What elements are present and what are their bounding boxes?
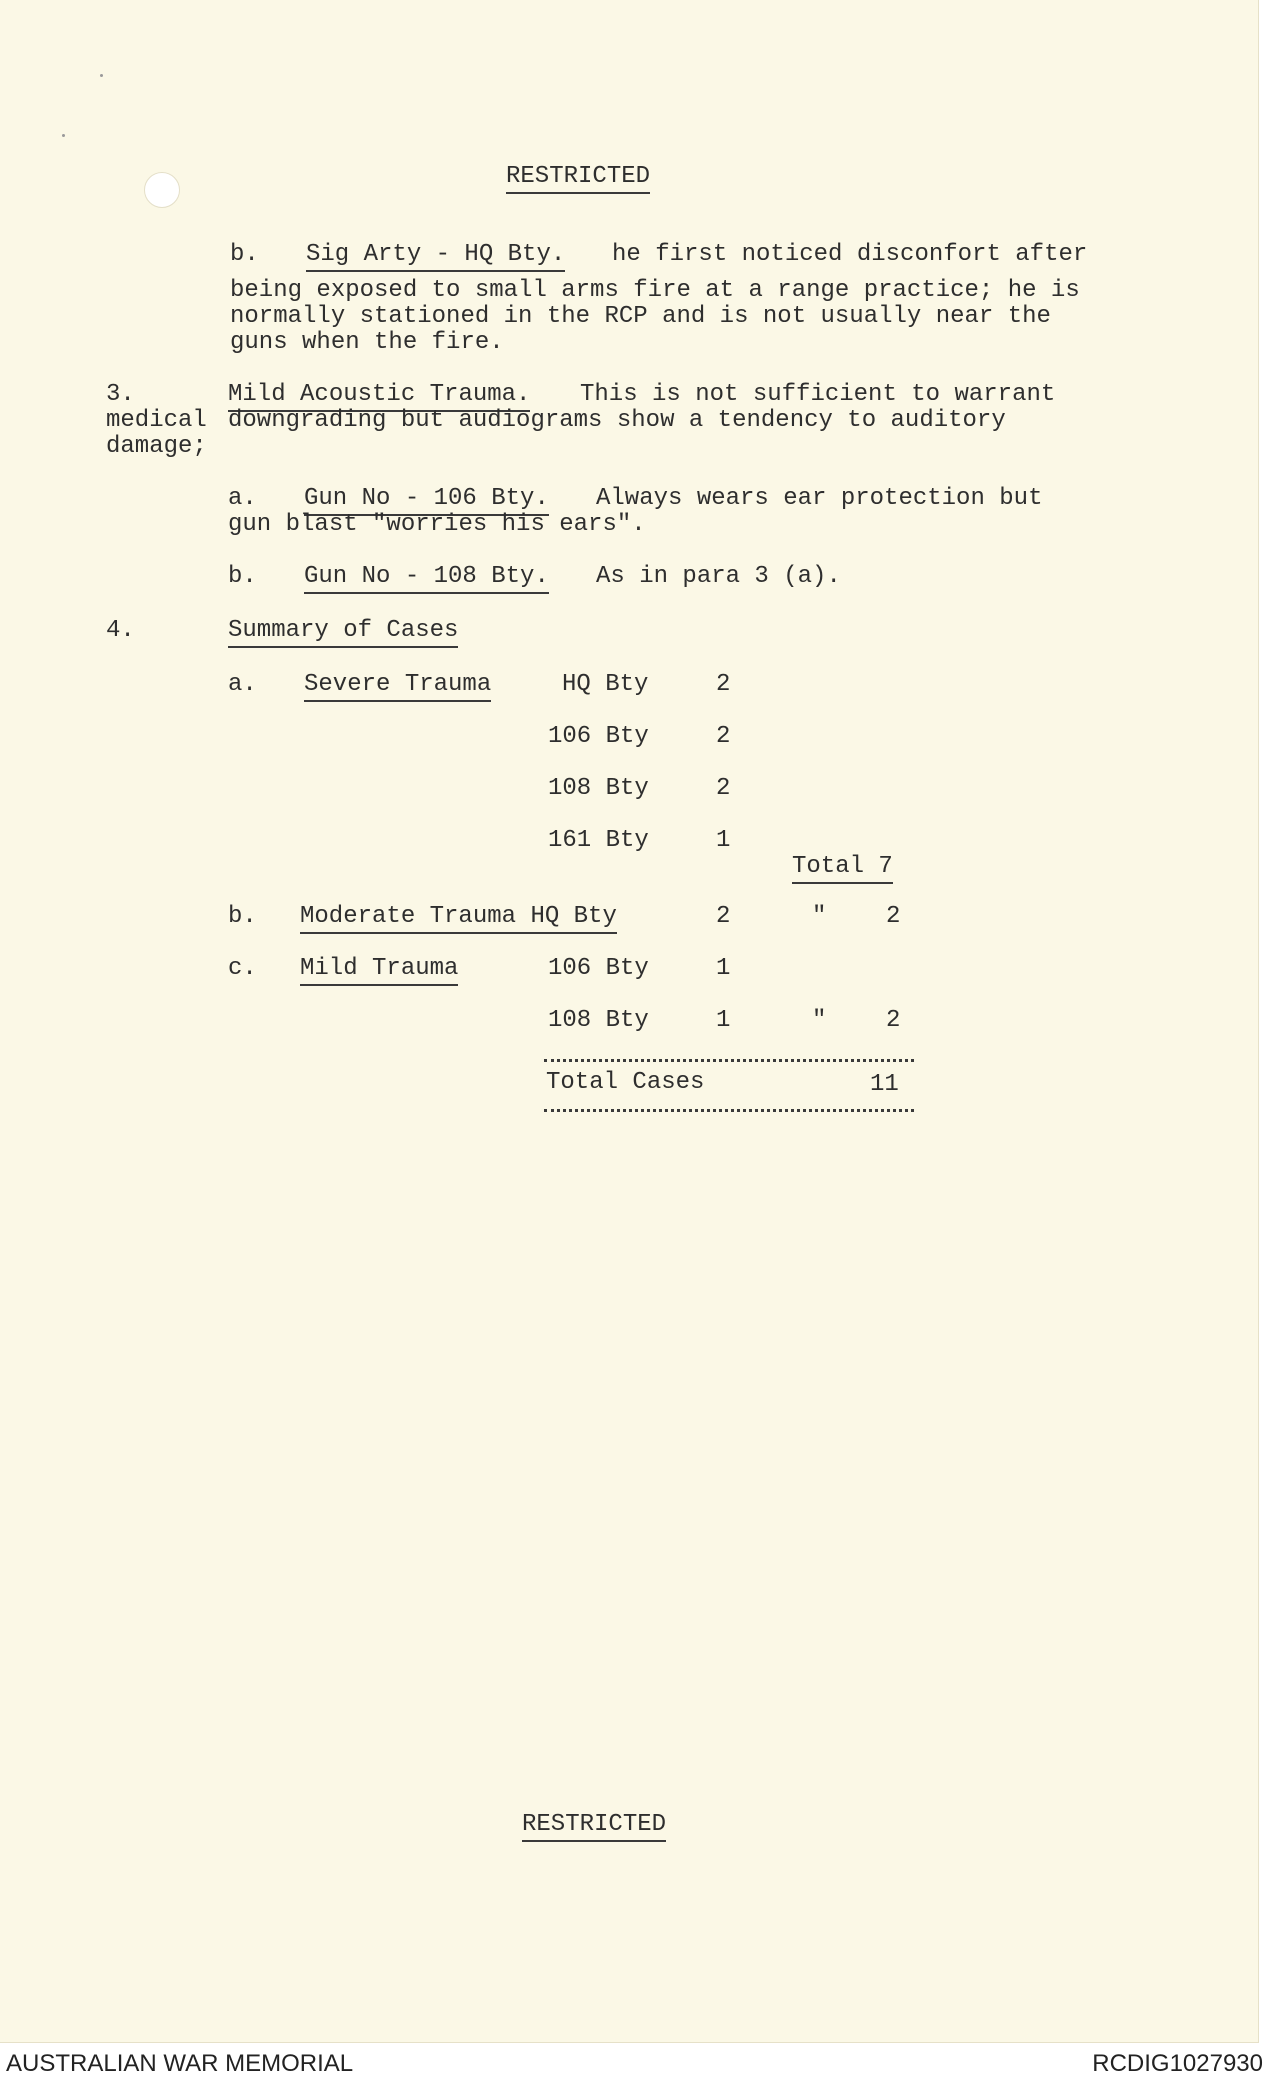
- para3-title: Mild Acoustic Trauma.: [228, 382, 530, 412]
- total-cases-value: 11: [870, 1071, 899, 1098]
- para3-line2-left: medical: [106, 407, 207, 434]
- para3b-letter: b.: [228, 563, 257, 590]
- para4c-count-2: 1: [716, 1007, 731, 1034]
- punch-hole: [144, 172, 180, 208]
- para4c-count-1: 1: [716, 955, 731, 982]
- para3a-line2: gun blast "worries his ears".: [228, 511, 646, 538]
- para4a-unit-1: HQ Bty: [562, 671, 649, 698]
- para3b-title: Gun No - 108 Bty.: [304, 564, 549, 594]
- para4b-letter: b.: [228, 903, 257, 930]
- para4c-ditto: ": [812, 1007, 827, 1034]
- para4a-unit-3: 108 Bty: [548, 775, 649, 802]
- total-rule-top: [544, 1059, 914, 1062]
- para4b-subtotal: 2: [886, 903, 901, 930]
- footer-classification: RESTRICTED: [522, 1812, 666, 1842]
- para4a-count-4: 1: [716, 827, 731, 854]
- para4a-letter: a.: [228, 671, 257, 698]
- para4b-label: Moderate Trauma HQ Bty: [300, 904, 617, 934]
- para3a-line1: Always wears ear protection but: [596, 485, 1043, 512]
- para3-line2: downgrading but audiograms show a tendency to auditory: [228, 407, 1006, 434]
- para4a-count-1: 2: [716, 671, 731, 698]
- para4b-count: 2: [716, 903, 731, 930]
- para4c-subtotal: 2: [886, 1007, 901, 1034]
- para4a-unit-4: 161 Bty: [548, 827, 649, 854]
- para4c-unit-1: 106 Bty: [548, 955, 649, 982]
- para4a-count-3: 2: [716, 775, 731, 802]
- para4b-ditto: ": [812, 903, 827, 930]
- para4a-total: Total 7: [792, 854, 893, 884]
- para4-number: 4.: [106, 617, 135, 644]
- caption-id: RCDIG1027930: [1092, 2050, 1263, 2077]
- para3-line3: damage;: [106, 433, 207, 460]
- paper-speck: [100, 74, 103, 77]
- para4a-unit-2: 106 Bty: [548, 723, 649, 750]
- para2b-letter: b.: [230, 241, 259, 268]
- para4c-label: Mild Trauma: [300, 956, 458, 986]
- para2b-line1: he first noticed disconfort after: [612, 241, 1088, 268]
- para3a-letter: a.: [228, 485, 257, 512]
- para3-line1: This is not sufficient to warrant: [580, 381, 1056, 408]
- para2b-line3: normally stationed in the RCP and is not usually near the: [230, 303, 1051, 330]
- total-cases-label: Total Cases: [546, 1069, 705, 1096]
- caption-source: AUSTRALIAN WAR MEMORIAL: [6, 2050, 354, 2077]
- para3-number: 3.: [106, 381, 135, 408]
- para4a-label: Severe Trauma: [304, 672, 491, 702]
- para3b-text: As in para 3 (a).: [596, 563, 841, 590]
- para3a-title: Gun No - 106 Bty.: [304, 486, 549, 516]
- para4c-unit-2: 108 Bty: [548, 1007, 649, 1034]
- para4a-count-2: 2: [716, 723, 731, 750]
- para4c-letter: c.: [228, 955, 257, 982]
- para2b-title: Sig Arty - HQ Bty.: [306, 242, 565, 272]
- paper-speck: [62, 134, 65, 137]
- para2b-line4: guns when the fire.: [230, 329, 504, 356]
- total-rule-bottom: [544, 1109, 914, 1112]
- para4-title: Summary of Cases: [228, 618, 458, 648]
- header-classification: RESTRICTED: [506, 164, 650, 194]
- para2b-line2: being exposed to small arms fire at a range practice; he is: [230, 277, 1080, 304]
